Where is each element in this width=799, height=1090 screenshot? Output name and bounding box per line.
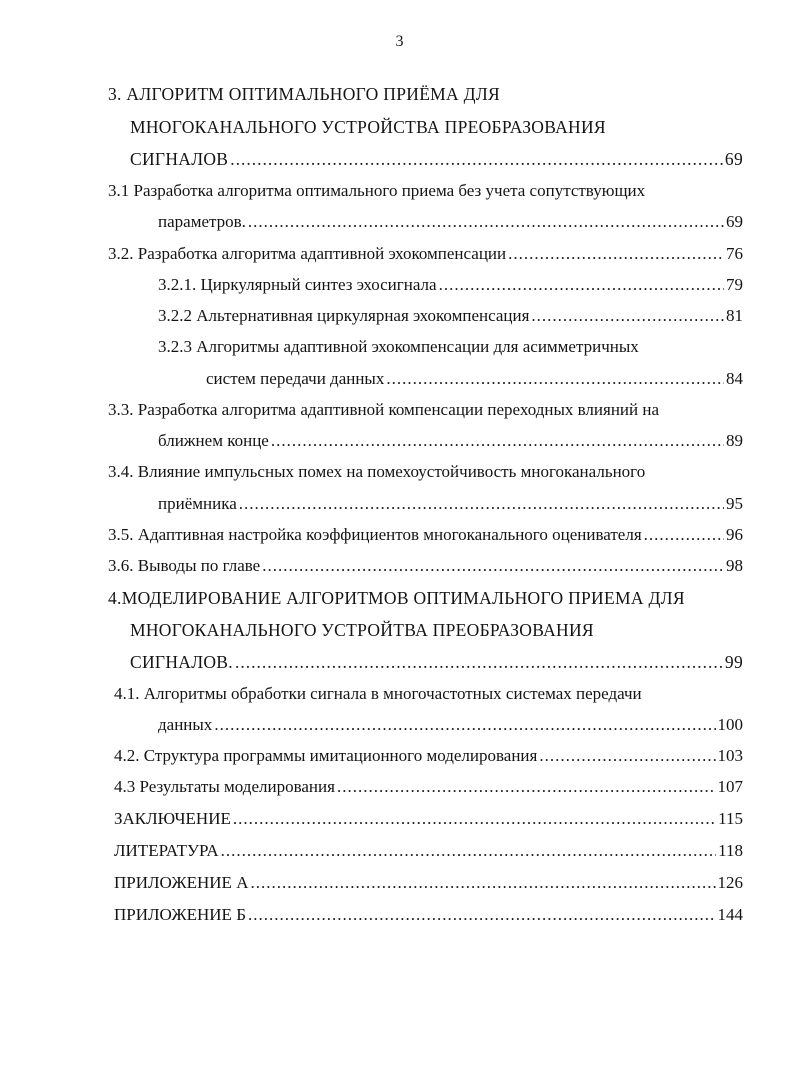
toc-line: [114, 870, 743, 896]
toc-line: [108, 522, 743, 548]
dot-leader: [230, 146, 723, 172]
toc-page-number: 69: [726, 212, 743, 231]
dot-leader: [248, 209, 724, 235]
dot-leader: [539, 743, 715, 769]
toc-entry-text: систем передачи данных: [206, 369, 385, 388]
toc-line: [108, 553, 743, 579]
dot-leader: [644, 522, 724, 548]
toc-entry-text: МНОГОКАНАЛЬНОГО УСТРОЙТВА ПРЕОБРАЗОВАНИЯ: [130, 620, 594, 640]
toc-entry-text: 4.МОДЕЛИРОВАНИЕ АЛГОРИТМОВ ОПТИМАЛЬНОГО ПРИЕМА ДЛЯ: [108, 588, 685, 608]
toc-entry-text: ближнем конце: [158, 431, 269, 450]
toc-entry-text: ЛИТЕРАТУРА: [114, 841, 219, 860]
toc-line: [114, 902, 743, 928]
dot-leader: [239, 491, 724, 517]
toc-page-number: 126: [717, 873, 743, 892]
toc-page-number: 103: [717, 746, 743, 765]
dot-leader: [221, 838, 717, 864]
toc-entry-text: 3.2.1. Циркулярный синтез эхосигнала: [158, 275, 437, 294]
toc-line: [158, 712, 743, 738]
toc-line: [114, 774, 743, 800]
toc-entry-text: 4.1. Алгоритмы обработки сигнала в многочастотных системах передачи: [114, 684, 642, 703]
dot-leader: [271, 428, 724, 454]
toc-entry-text: 3.6. Выводы по главе: [108, 556, 261, 575]
toc-page-number: 118: [718, 841, 743, 860]
dot-leader: [386, 366, 724, 392]
toc-line: [108, 241, 743, 267]
toc-entry-text: ПРИЛОЖЕНИЕ Б: [114, 905, 246, 924]
toc-line: [158, 209, 743, 235]
toc-entry-text: 3.5. Адаптивная настройка коэффициентов многоканального оценивателя: [108, 525, 642, 544]
toc-entry-text: 3.4. Влияние импульсных помех на помехоустойчивость многоканального: [108, 462, 646, 481]
toc-entry-text: 4.3 Результаты моделирования: [114, 777, 335, 796]
toc-line: [108, 397, 659, 423]
toc-page-number: 69: [724, 149, 743, 169]
toc-page-number: 81: [726, 306, 743, 325]
dot-leader: [337, 774, 716, 800]
toc-page-number: 99: [724, 652, 743, 672]
toc-entry-text: 4.2. Структура программы имитационного моделирования: [114, 746, 538, 765]
dot-leader: [531, 303, 724, 329]
toc-page-number: 79: [726, 275, 743, 294]
toc-entry-text: ПРИЛОЖЕНИЕ А: [114, 873, 249, 892]
toc-line: [130, 146, 743, 172]
toc-entry-text: ЗАКЛЮЧЕНИЕ: [114, 809, 231, 828]
toc-page-number: 95: [726, 494, 743, 513]
toc-line: [158, 303, 743, 329]
dot-leader: [248, 902, 716, 928]
toc-page-number: 89: [726, 431, 743, 450]
dot-leader: [233, 806, 716, 832]
toc-entry-text: СИГНАЛОВ: [130, 149, 229, 169]
toc-entry-text: 3.2.3 Алгоритмы адаптивной эхокомпенсации для асимметричных: [158, 337, 639, 356]
toc-entry-text: приёмника: [158, 494, 237, 513]
toc-line: [130, 617, 594, 643]
page-number: 3: [395, 33, 404, 50]
toc-line: [108, 81, 500, 107]
toc-line: [206, 366, 743, 392]
toc-entry-text: 3.2. Разработка алгоритма адаптивной эхокомпенсации: [108, 244, 507, 263]
toc-line: [114, 743, 743, 769]
toc-page-number: 107: [717, 777, 743, 796]
toc-line: [108, 178, 645, 204]
toc-entry-text: 3.1 Разработка алгоритма оптимального приема без учета сопутствующих: [108, 181, 646, 200]
toc-line: [158, 272, 743, 298]
toc-line: [158, 334, 639, 360]
toc-page-number: 144: [717, 905, 743, 924]
toc-entry-text: 3.3. Разработка алгоритма адаптивной компенсации переходных влияний на: [108, 400, 660, 419]
toc-line: [158, 428, 743, 454]
dot-leader: [262, 553, 724, 579]
toc-line: [114, 838, 743, 864]
toc-line: [114, 681, 642, 707]
toc-entry-text: 3. АЛГОРИТМ ОПТИМАЛЬНОГО ПРИЁМА ДЛЯ: [108, 84, 501, 104]
toc-page-number: 96: [726, 525, 743, 544]
toc-entry-text: СИГНАЛОВ.: [130, 652, 233, 672]
toc-entry-text: МНОГОКАНАЛЬНОГО УСТРОЙСТВА ПРЕОБРАЗОВАНИЯ: [130, 117, 606, 137]
toc-page-number: 76: [726, 244, 743, 263]
toc-line: [130, 114, 606, 140]
toc-line: [108, 585, 685, 611]
dot-leader: [250, 870, 715, 896]
toc-entry-text: параметров.: [158, 212, 246, 231]
toc-line: [130, 649, 743, 675]
dot-leader: [508, 241, 724, 267]
toc-page-number: 84: [726, 369, 743, 388]
toc-line: [114, 806, 743, 832]
toc-entry-text: 3.2.2 Альтернативная циркулярная эхокомпенсация: [158, 306, 530, 325]
toc-page-number: 115: [718, 809, 743, 828]
toc-entry-text: данных: [158, 715, 213, 734]
dot-leader: [235, 649, 723, 675]
toc-line: [158, 491, 743, 517]
toc-page-number: 98: [726, 556, 743, 575]
dot-leader: [439, 272, 724, 298]
dot-leader: [214, 712, 715, 738]
toc-page-number: 100: [717, 715, 743, 734]
toc-line: [108, 459, 645, 485]
